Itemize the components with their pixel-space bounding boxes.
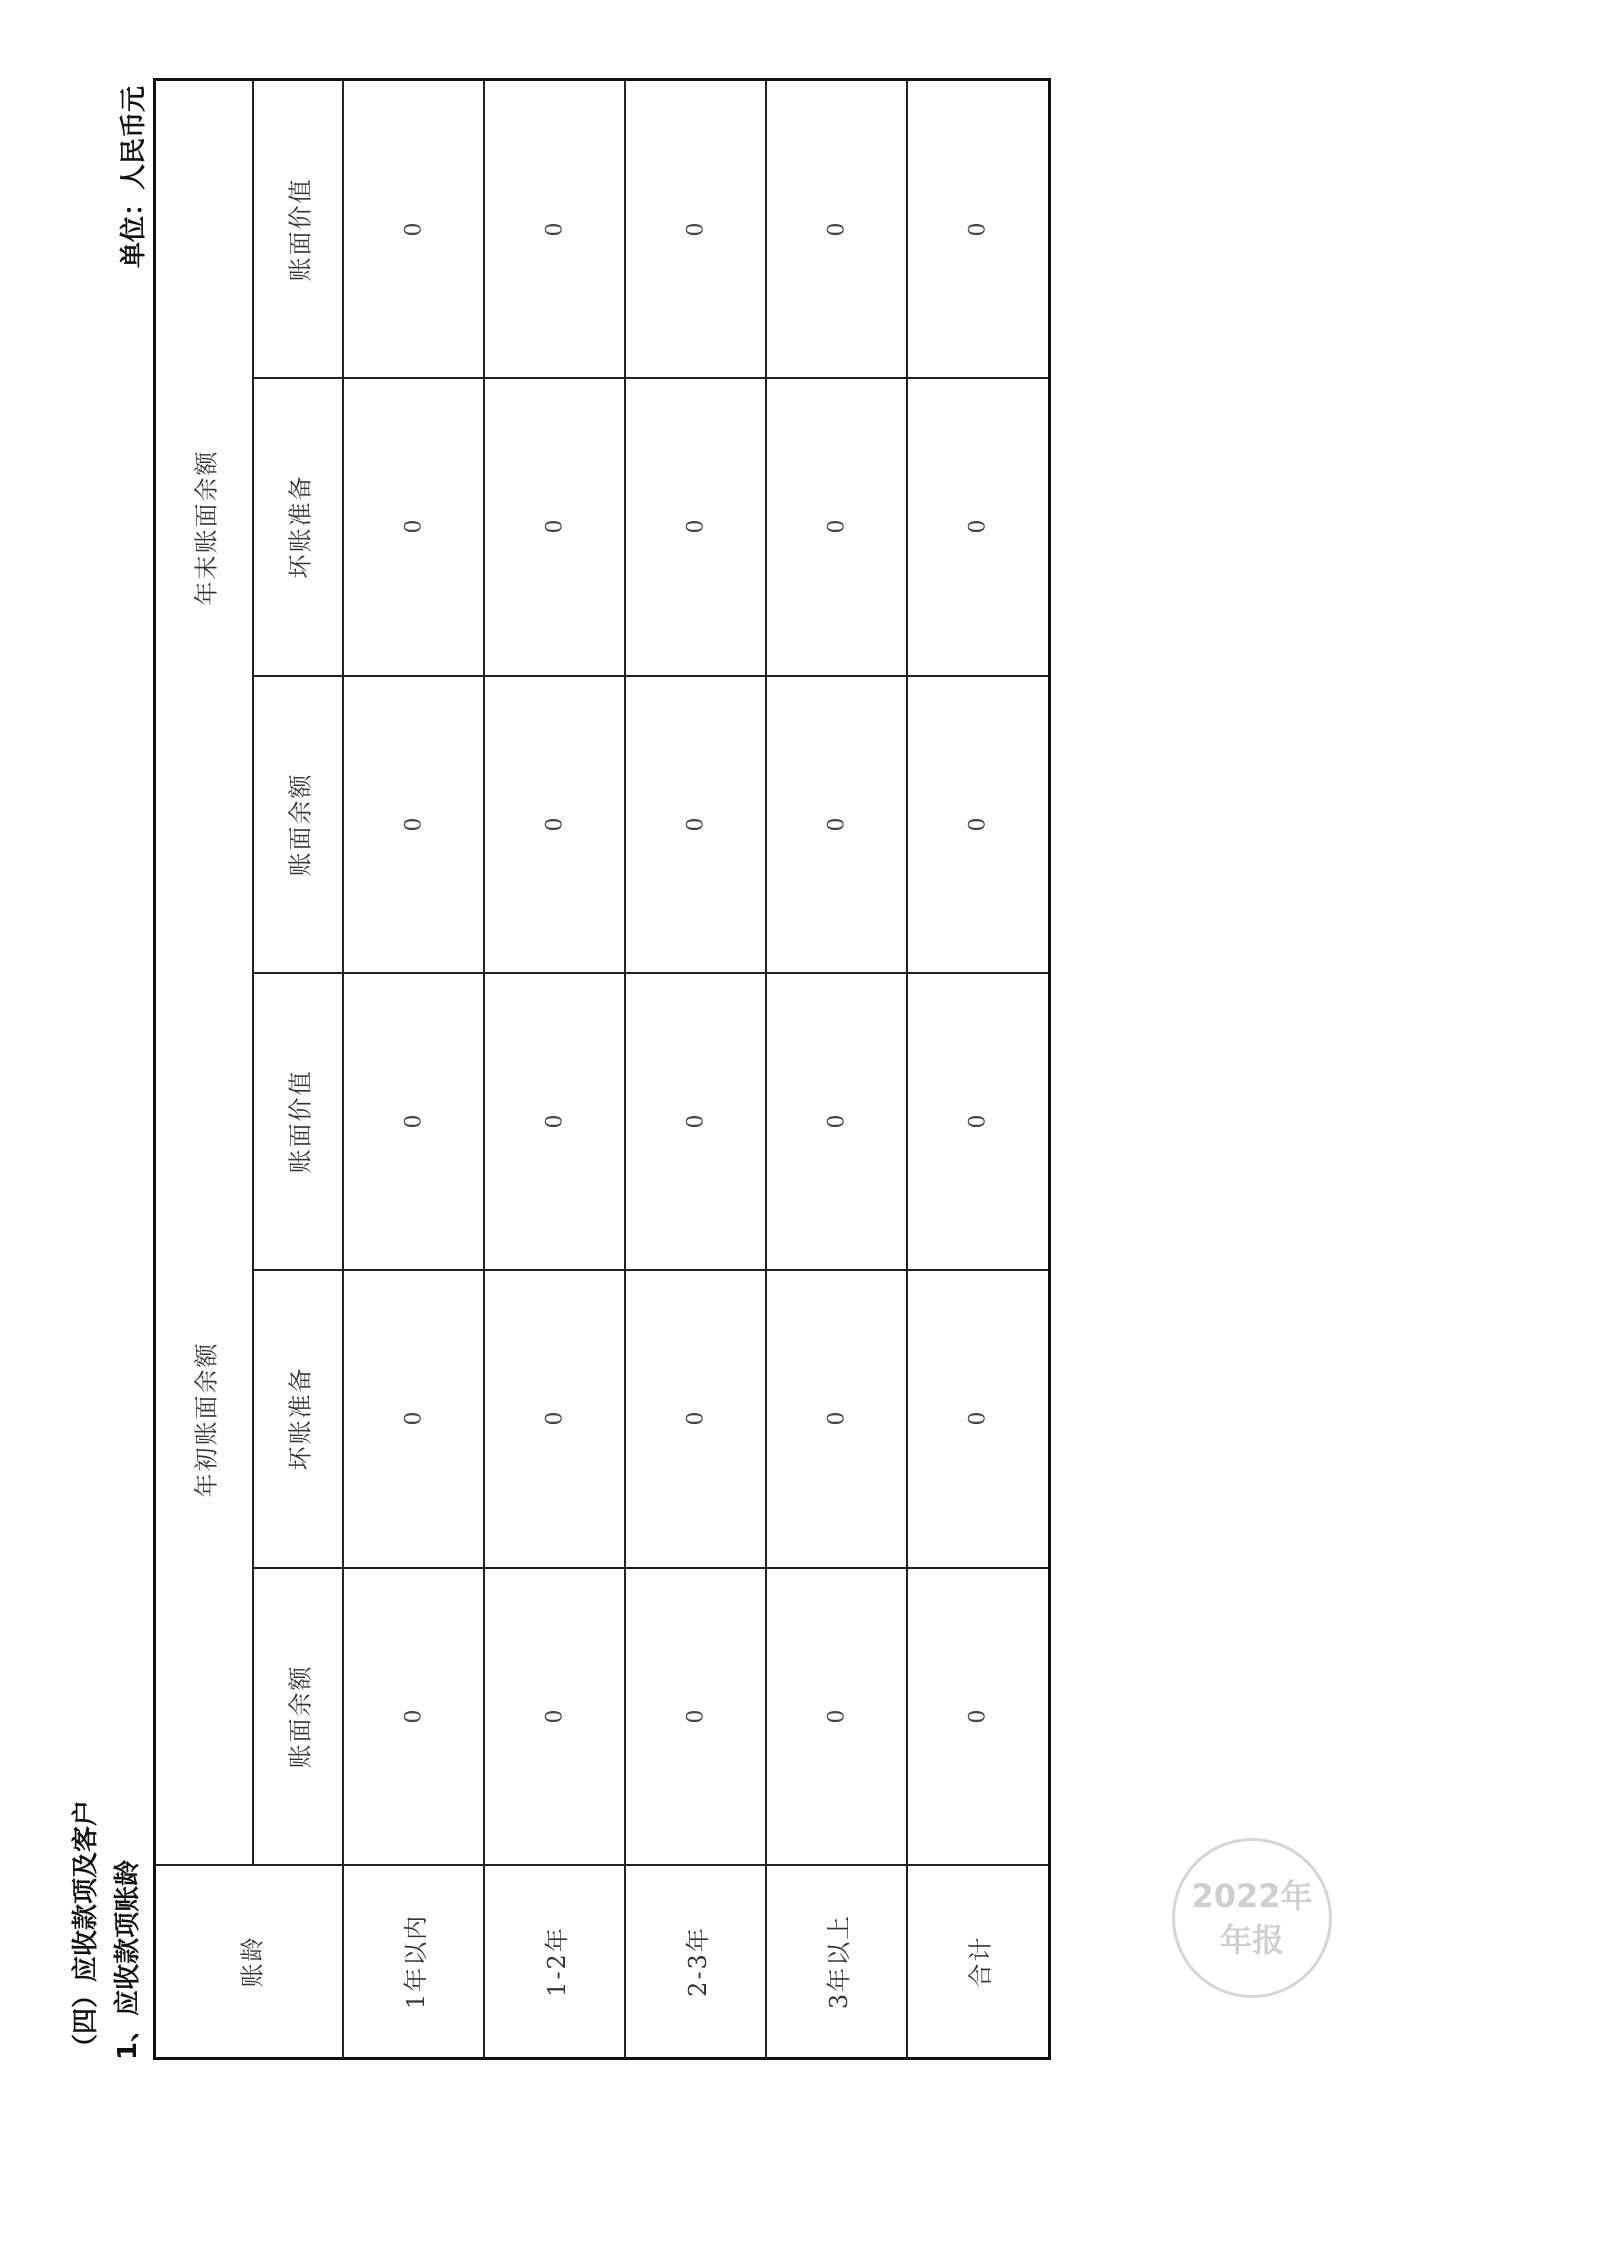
value-cell	[907, 973, 1048, 1270]
group-header-end	[156, 81, 252, 973]
subsection-title: 1、应收款项账龄	[113, 1859, 143, 2060]
value-cell-text: 0	[965, 519, 990, 534]
value-cell	[343, 676, 484, 973]
value-cell	[766, 378, 907, 675]
col-header-text: 账面价值	[286, 1069, 314, 1174]
value-cell	[625, 1270, 766, 1567]
value-cell-text: 0	[824, 1114, 849, 1129]
col-header-text: 账面价值	[286, 177, 314, 282]
value-cell-text: 0	[401, 1411, 426, 1426]
value-cell	[907, 676, 1048, 973]
row-label	[343, 1865, 484, 2057]
value-cell	[484, 1568, 625, 1865]
value-cell	[625, 378, 766, 675]
value-cell	[343, 378, 484, 675]
group-header-begin	[156, 973, 252, 1865]
value-cell	[484, 378, 625, 675]
value-cell-text: 0	[542, 222, 567, 237]
value-cell	[766, 81, 907, 378]
value-cell	[907, 1568, 1048, 1865]
value-cell-text: 0	[683, 1709, 708, 1724]
value-cell-text: 0	[824, 1411, 849, 1426]
value-cell-text: 0	[542, 519, 567, 534]
value-cell	[625, 1568, 766, 1865]
row-label	[766, 1865, 907, 2057]
value-cell-text: 0	[542, 1709, 567, 1724]
value-cell	[625, 676, 766, 973]
unit-label: 单位：人民币元	[119, 85, 149, 268]
value-cell	[484, 676, 625, 973]
value-cell-text: 0	[542, 1114, 567, 1129]
value-cell-text: 0	[965, 222, 990, 237]
value-cell-text: 0	[401, 1114, 426, 1129]
col-header-text: 账面余额	[286, 772, 314, 877]
value-cell	[484, 1270, 625, 1567]
section-title: （四）应收款项及客户	[71, 1799, 101, 2060]
value-cell-text: 0	[542, 1411, 567, 1426]
value-cell-text: 0	[824, 519, 849, 534]
value-cell-text: 0	[824, 817, 849, 832]
row-label	[907, 1865, 1048, 2057]
row-label-text: 1年以内	[402, 1913, 430, 2009]
value-cell-text: 0	[683, 1114, 708, 1129]
value-cell-text: 0	[401, 519, 426, 534]
row-label-text: 3年以上	[825, 1913, 853, 2009]
col-header	[252, 1270, 343, 1567]
col-header	[252, 81, 343, 378]
value-cell-text: 0	[965, 1114, 990, 1129]
row-label	[484, 1865, 625, 2057]
value-cell	[343, 81, 484, 378]
col-header	[252, 1568, 343, 1865]
value-cell	[907, 81, 1048, 378]
col-header-text: 账面余额	[286, 1664, 314, 1769]
value-cell	[484, 81, 625, 378]
value-cell-text: 0	[401, 817, 426, 832]
row-header	[156, 1865, 343, 2057]
col-header-text: 坏账准备	[286, 474, 314, 579]
value-cell	[343, 1270, 484, 1567]
value-cell-text: 0	[965, 817, 990, 832]
value-cell-text: 0	[401, 1709, 426, 1724]
value-cell-text: 0	[965, 1709, 990, 1724]
value-cell-text: 0	[683, 817, 708, 832]
row-label-text: 1-2年	[543, 1925, 571, 1997]
col-header	[252, 676, 343, 973]
value-cell	[343, 973, 484, 1270]
value-cell-text: 0	[401, 222, 426, 237]
value-cell	[625, 81, 766, 378]
value-cell	[766, 1568, 907, 1865]
value-cell	[343, 1568, 484, 1865]
group-header-begin-text: 年初账面余额	[192, 1341, 221, 1497]
col-header	[252, 378, 343, 675]
value-cell-text: 0	[965, 1411, 990, 1426]
value-cell-text: 0	[683, 222, 708, 237]
value-cell	[766, 1270, 907, 1567]
row-label-text: 合计	[966, 1935, 994, 1987]
col-header-text: 坏账准备	[286, 1366, 314, 1471]
value-cell	[484, 973, 625, 1270]
value-cell	[625, 973, 766, 1270]
value-cell	[907, 378, 1048, 675]
row-label-text: 2-3年	[684, 1925, 712, 1997]
row-header-text: 账龄	[238, 1935, 266, 1987]
value-cell	[766, 973, 907, 1270]
watermark-label: 年报	[1219, 1921, 1284, 1959]
annual-report-watermark	[1172, 1838, 1332, 1998]
watermark-year: 2022年	[1191, 1877, 1313, 1915]
value-cell-text: 0	[824, 1709, 849, 1724]
value-cell-text: 0	[542, 817, 567, 832]
value-cell	[766, 676, 907, 973]
col-header	[252, 973, 343, 1270]
value-cell	[907, 1270, 1048, 1567]
group-header-end-text: 年末账面余额	[192, 449, 221, 605]
row-label	[625, 1865, 766, 2057]
value-cell-text: 0	[683, 1411, 708, 1426]
value-cell-text: 0	[683, 519, 708, 534]
aging-table	[153, 78, 1051, 2060]
value-cell-text: 0	[824, 222, 849, 237]
